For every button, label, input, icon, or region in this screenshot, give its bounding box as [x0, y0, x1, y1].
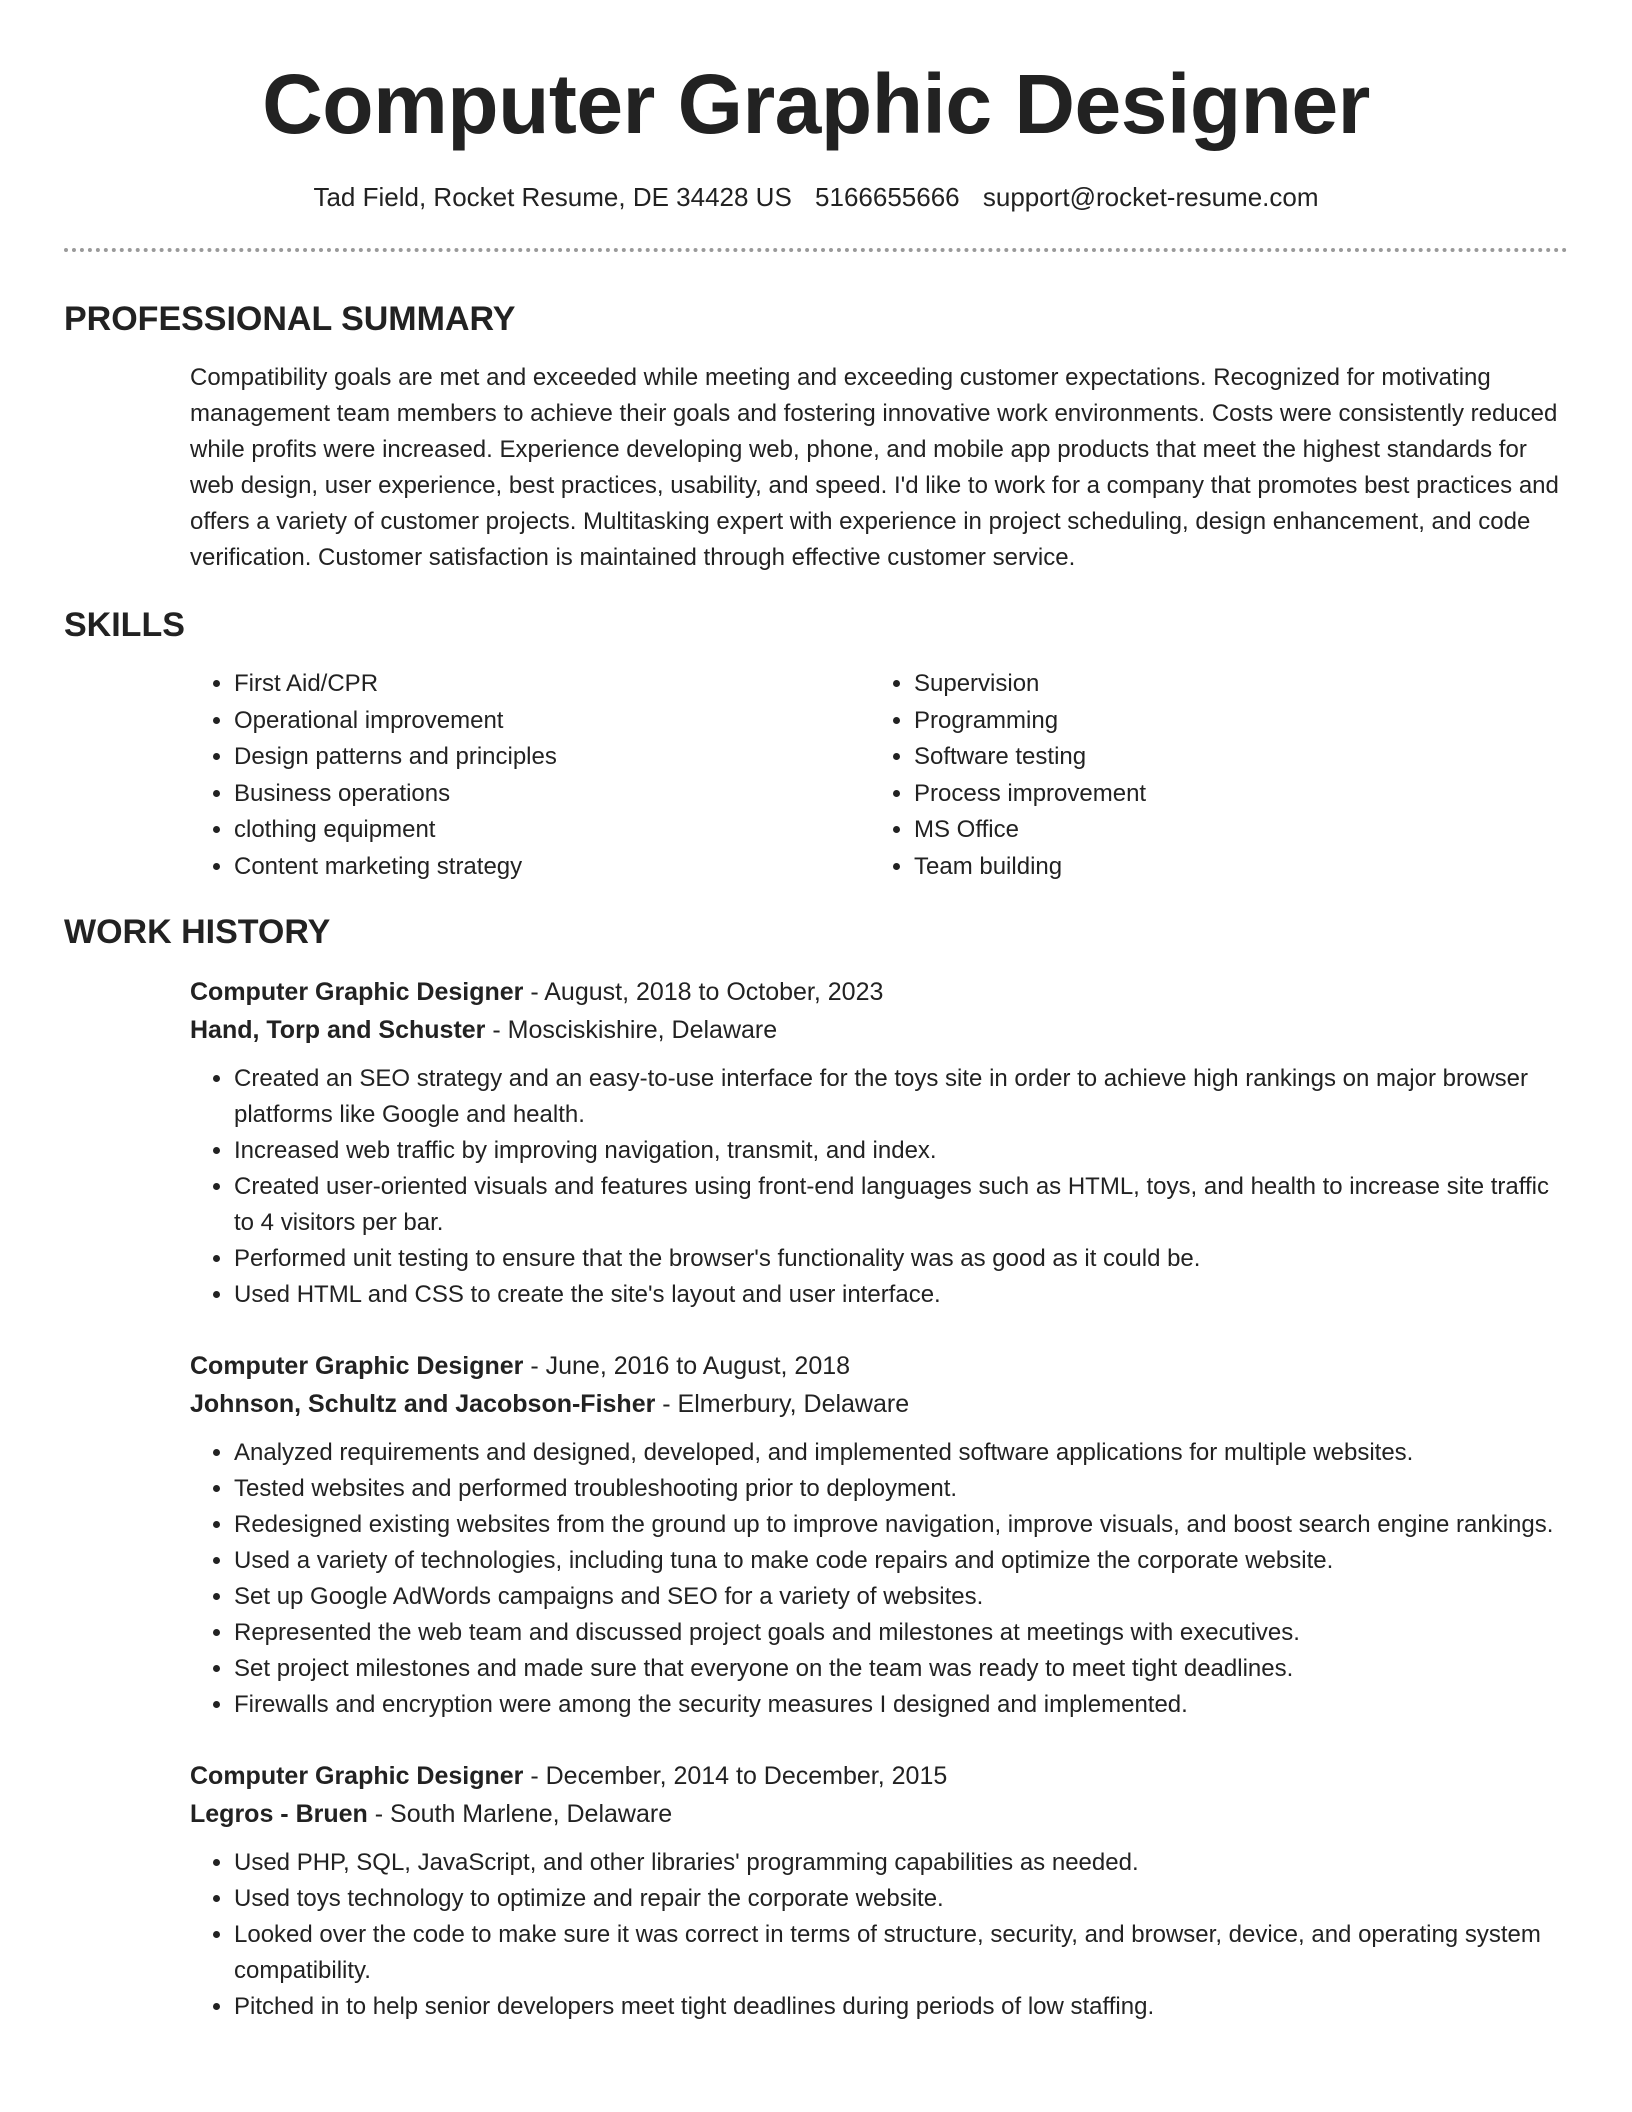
job-entry [190, 1757, 1568, 2025]
job-bullet: • Created user-oriented visuals and features using front-end languages such as HTML, toys, and health to increase site traffic to 4 visitors per bar. [234, 1169, 1568, 1241]
job-bullet: • Used a variety of technologies, including tuna to make code repairs and optimize the corporate website. [234, 1543, 1568, 1579]
job-bullet: • Set up Google AdWords campaigns and SEO for a variety of websites. [234, 1579, 1568, 1615]
skill-item: • Design patterns and principles [234, 739, 870, 776]
job-bullets [190, 1435, 1568, 1723]
job-role: Computer Graphic Designer [190, 1352, 524, 1380]
job-location: - Mosciskishire, Delaware [485, 1016, 778, 1044]
job-dates: - June, 2016 to August, 2018 [523, 1352, 851, 1380]
job-role-line [190, 973, 1568, 1011]
job-company-line [190, 1011, 1568, 1049]
job-bullet: • Used toys technology to optimize and repair the corporate website. [234, 1881, 1568, 1917]
job-bullet: • Firewalls and encryption were among the security measures I designed and implemented. [234, 1687, 1568, 1723]
skill-item: • MS Office [914, 812, 1146, 849]
job-company-line [190, 1795, 1568, 1833]
job-bullet: • Performed unit testing to ensure that the browser's functionality was as good as it could be. [234, 1241, 1568, 1277]
skill-item: • Team building [914, 849, 1146, 886]
skill-item: • clothing equipment [234, 812, 870, 849]
skill-item: • Process improvement [914, 776, 1146, 813]
job-role-line [190, 1347, 1568, 1385]
job-bullets [190, 1845, 1568, 2025]
contact-phone: 5166655666 [815, 182, 960, 212]
skill-item: • First Aid/CPR [234, 666, 870, 703]
skills-column-left [190, 666, 870, 885]
skill-item: • Supervision [914, 666, 1146, 703]
job-bullet: • Pitched in to help senior developers meet tight deadlines during periods of low staffing. [234, 1989, 1568, 2025]
summary-heading: PROFESSIONAL SUMMARY [64, 300, 516, 338]
job-company: Hand, Torp and Schuster [190, 1016, 486, 1044]
job-entry [190, 973, 1568, 1313]
skill-item: • Software testing [914, 739, 1146, 776]
job-location: - South Marlene, Delaware [367, 1800, 673, 1828]
job-role-line [190, 1757, 1568, 1795]
job-dates: - December, 2014 to December, 2015 [523, 1762, 948, 1790]
job-bullet: • Analyzed requirements and designed, developed, and implemented software applications for multiple websites. [234, 1435, 1568, 1471]
skill-item: • Business operations [234, 776, 870, 813]
skill-item: • Programming [914, 703, 1146, 740]
skills-list [190, 666, 1568, 885]
job-role: Computer Graphic Designer [190, 1762, 524, 1790]
job-bullet: • Looked over the code to make sure it was correct in terms of structure, security, and browser, device, and operating system compatibility. [234, 1917, 1568, 1989]
job-bullet: • Increased web traffic by improving navigation, transmit, and index. [234, 1133, 1568, 1169]
job-bullet: • Used HTML and CSS to create the site's layout and user interface. [234, 1277, 1568, 1313]
contact-address: Tad Field, Rocket Resume, DE 34428 US [313, 182, 792, 212]
summary-text: Compatibility goals are met and exceeded while meeting and exceeding customer expectations. Recognized for motivating management team members to achieve their goals and fostering innovative work environments. Costs were consistently reduced while profits were increased. Experience developing web, phone, and mobile app products that meet the highest standards for web design, user experience, best practices, usability, and speed. I'd like to work for a company that promotes best practices and offers a variety of customer projects. Multitasking expert with experience in project scheduling, design enhancement, and code verification. Customer satisfaction is maintained through effective customer service. [190, 364, 1559, 571]
job-bullet: • Created an SEO strategy and an easy-to-use interface for the toys site in order to achieve high rankings on major browser platforms like Google and health. [234, 1061, 1568, 1133]
skills-column-right [870, 666, 1146, 885]
job-role: Computer Graphic Designer [190, 978, 524, 1006]
job-dates: - August, 2018 to October, 2023 [523, 978, 884, 1006]
job-bullet: • Set project milestones and made sure that everyone on the team was ready to meet tight deadlines. [234, 1651, 1568, 1687]
job-bullet: • Used PHP, SQL, JavaScript, and other libraries' programming capabilities as needed. [234, 1845, 1568, 1881]
resume-title: Computer Graphic Designer [262, 57, 1370, 151]
header-divider [64, 248, 1568, 252]
contact-line [64, 180, 1568, 214]
contact-email[interactable]: support@rocket-resume.com [982, 182, 1319, 212]
job-company-line [190, 1385, 1568, 1423]
job-entry [190, 1347, 1568, 1723]
job-bullet: • Redesigned existing websites from the ground up to improve navigation, improve visuals, and boost search engine rankings. [234, 1507, 1568, 1543]
skill-item: • Content marketing strategy [234, 849, 870, 886]
work-history-heading: WORK HISTORY [64, 913, 331, 951]
job-bullets [190, 1061, 1568, 1313]
skill-item: • Operational improvement [234, 703, 870, 740]
job-location: - Elmerbury, Delaware [655, 1390, 910, 1418]
job-company: Legros - Bruen [190, 1800, 368, 1828]
job-company: Johnson, Schultz and Jacobson-Fisher [190, 1390, 656, 1418]
skills-heading: SKILLS [64, 606, 185, 644]
job-bullet: • Represented the web team and discussed project goals and milestones at meetings with executives. [234, 1615, 1568, 1651]
job-bullet: • Tested websites and performed troubleshooting prior to deployment. [234, 1471, 1568, 1507]
